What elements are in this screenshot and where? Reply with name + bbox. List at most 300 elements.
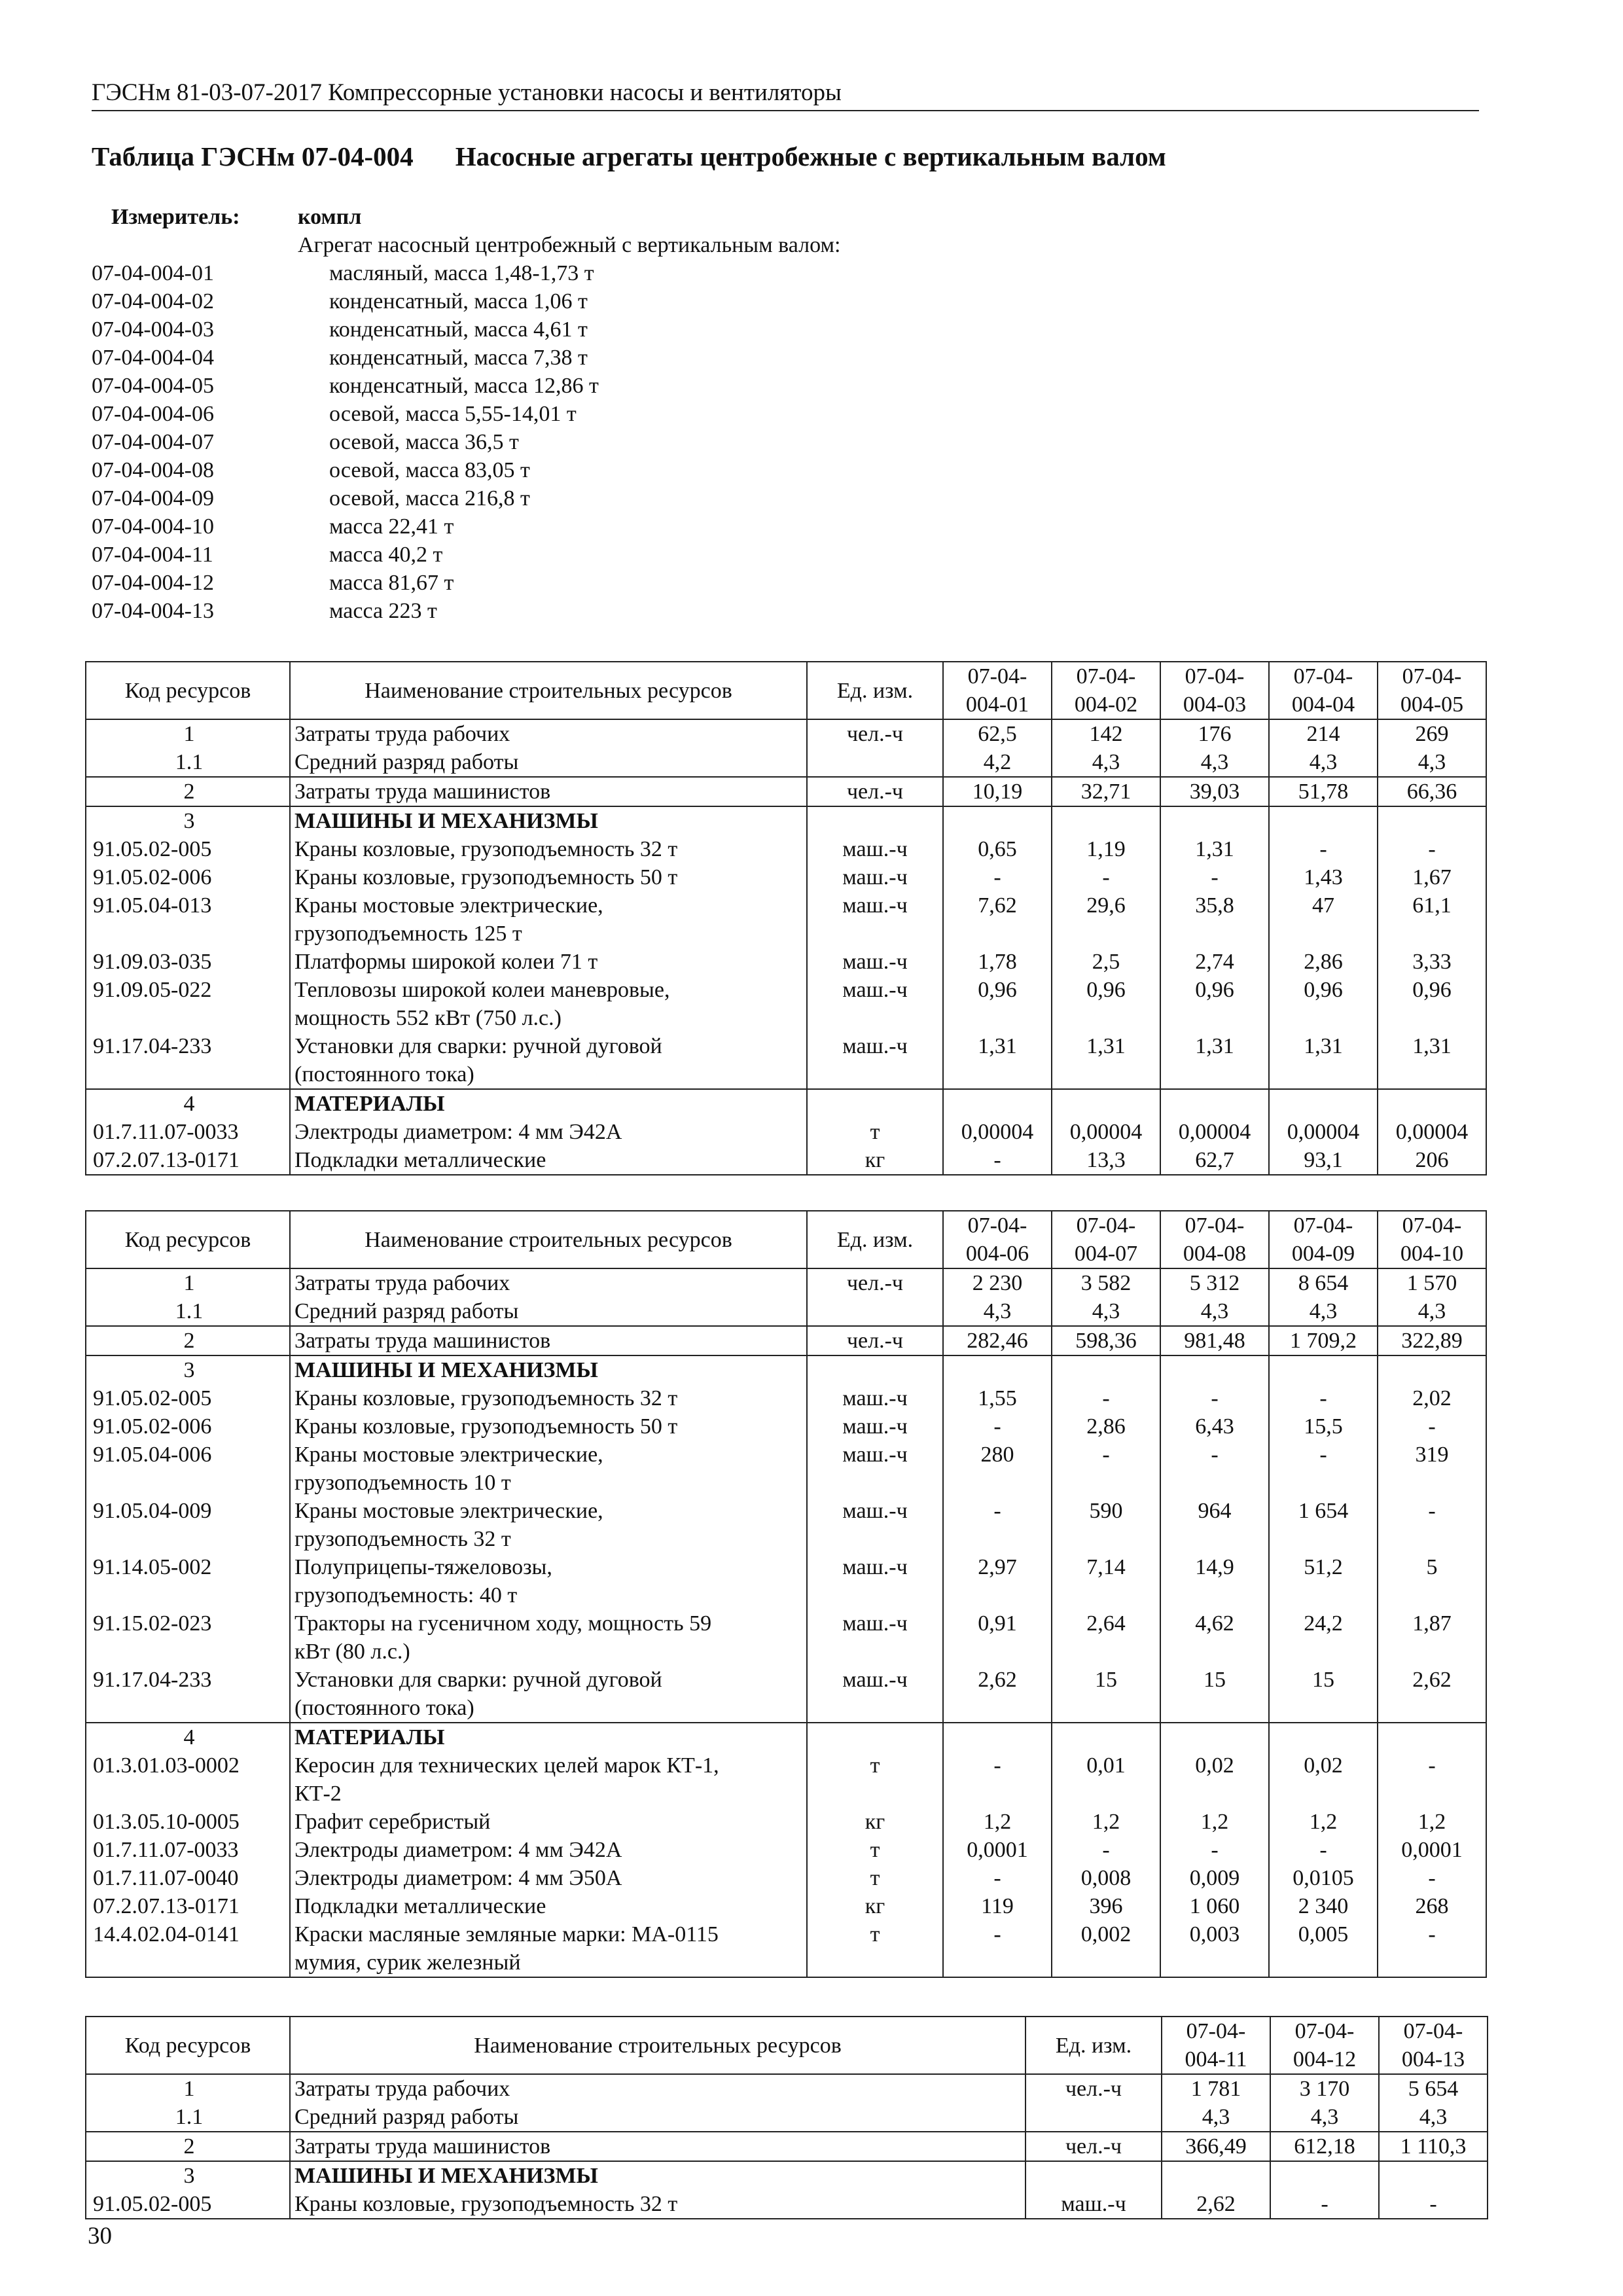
resource-value: -: [943, 1920, 1052, 1977]
resource-value: 2 230: [943, 1268, 1052, 1297]
header-variant-line: 07-04-: [967, 1213, 1027, 1238]
resource-name-line: Графит серебристый: [294, 1810, 491, 1834]
resource-unit: маш.-ч: [807, 891, 943, 948]
resource-name: [290, 1723, 807, 1751]
resource-code: 3: [86, 2161, 290, 2190]
resource-value: 15,5: [1269, 1412, 1378, 1441]
resource-value: 0,00004: [1052, 1118, 1160, 1146]
resource-value: -: [1378, 1920, 1486, 1977]
resource-value: 15: [1269, 1666, 1378, 1723]
section-row: [86, 1723, 1486, 1751]
resource-code: 2: [86, 777, 290, 806]
header-variant-column: [1052, 662, 1160, 719]
resource-name-line: Платформы широкой колеи 71 т: [294, 950, 598, 974]
resource-value: 1,78: [943, 948, 1052, 976]
variant-code: 07-04-004-12: [92, 571, 214, 595]
resource-value: 322,89: [1378, 1326, 1486, 1355]
resource-unit: маш.-ч: [807, 1032, 943, 1089]
resource-value: 7,62: [943, 891, 1052, 948]
resource-name: [290, 748, 807, 777]
resource-value: 0,02: [1160, 1751, 1269, 1808]
variant-item: [92, 372, 1492, 400]
resource-table-2: [85, 1210, 1487, 1978]
section-row: [86, 1355, 1486, 1384]
resource-value: 2,97: [943, 1553, 1052, 1609]
variant-item: [92, 287, 1492, 315]
resource-value: 1,55: [943, 1384, 1052, 1412]
measure-value: компл: [298, 205, 362, 229]
resource-name-line: МАШИНЫ И МЕХАНИЗМЫ: [294, 809, 598, 833]
resource-name: [290, 1384, 807, 1412]
resource-name-line: грузоподъемность 10 т: [294, 1471, 511, 1495]
resource-value: 4,62: [1160, 1609, 1269, 1666]
variant-description: осевой, масса 216,8 т: [329, 486, 530, 511]
resource-row: [86, 1864, 1486, 1892]
resource-value: 269: [1378, 719, 1486, 748]
resource-value: 51,2: [1269, 1553, 1378, 1609]
resource-name-line: Краны мостовые электрические,: [294, 1499, 603, 1523]
resource-value: 1,31: [1378, 1032, 1486, 1089]
resource-value: 4,3: [1052, 748, 1160, 777]
resource-value: [1269, 1089, 1378, 1118]
resource-name: [290, 948, 807, 976]
resource-code: 01.7.11.07-0033: [86, 1118, 290, 1146]
resource-value: 142: [1052, 719, 1160, 748]
variant-description: конденсатный, масса 12,86 т: [329, 374, 599, 398]
variant-code: 07-04-004-06: [92, 402, 214, 426]
resource-name-line: Установки для сварки: ручной дуговой: [294, 1668, 662, 1692]
resource-value: 8 654: [1269, 1268, 1378, 1297]
variant-description: осевой, масса 36,5 т: [329, 430, 519, 454]
resource-code: 1.1: [86, 1297, 290, 1326]
resource-name: [290, 2103, 1026, 2132]
header-code: Код ресурсов: [86, 2017, 290, 2074]
resource-value: 1 570: [1378, 1268, 1486, 1297]
resource-row: [86, 1553, 1486, 1609]
resource-name-line: мумия, сурик железный: [294, 1950, 521, 1975]
resource-value: 119: [943, 1892, 1052, 1920]
resource-value: [1269, 1723, 1378, 1751]
resource-value: 1,31: [1160, 835, 1269, 863]
resource-value: 1 060: [1160, 1892, 1269, 1920]
resource-value: 2,86: [1052, 1412, 1160, 1441]
resource-table-3: [85, 2016, 1488, 2219]
resource-value: -: [1378, 1864, 1486, 1892]
running-header: ГЭСНм 81-03-07-2017 Компрессорные установки насосы и вентиляторы: [92, 79, 1479, 111]
resource-name-line: МАТЕРИАЛЫ: [294, 1092, 445, 1116]
variant-code: 07-04-004-09: [92, 486, 214, 511]
resource-value: 0,0001: [1378, 1836, 1486, 1864]
header-unit: Ед. изм.: [807, 662, 943, 719]
resource-value: 1,31: [1269, 1032, 1378, 1089]
resource-row: [86, 1497, 1486, 1553]
resource-value: -: [1052, 1441, 1160, 1497]
variant-description: осевой, масса 5,55-14,01 т: [329, 402, 577, 426]
resource-value: 396: [1052, 1892, 1160, 1920]
resource-value: 47: [1269, 891, 1378, 948]
resource-value: 1 110,3: [1379, 2132, 1488, 2161]
header-variant-column: [1379, 2017, 1488, 2074]
resource-value: 0,65: [943, 835, 1052, 863]
resource-value: -: [1379, 2190, 1488, 2219]
header-variant-column: [943, 1211, 1052, 1268]
resource-value: 0,002: [1052, 1920, 1160, 1977]
resource-name-line: Средний разряд работы: [294, 1299, 519, 1323]
resource-row: [86, 863, 1486, 891]
header-variant-line: 004-07: [1074, 1242, 1138, 1266]
resource-value: 0,0105: [1269, 1864, 1378, 1892]
resource-value: 280: [943, 1441, 1052, 1497]
resource-name-line: Краны козловые, грузоподъемность 32 т: [294, 2192, 678, 2216]
resource-value: [1378, 1355, 1486, 1384]
resource-name-line: (постоянного тока): [294, 1696, 474, 1720]
resource-unit: чел.-ч: [1026, 2074, 1162, 2103]
resource-name-line: Подкладки металлические: [294, 1148, 546, 1172]
resource-value: 1,31: [1160, 1032, 1269, 1089]
resource-value: 1 781: [1162, 2074, 1270, 2103]
resource-value: 1 709,2: [1269, 1326, 1378, 1355]
variant-item: [92, 597, 1492, 625]
resource-unit: чел.-ч: [807, 1268, 943, 1297]
table-header-row: [86, 2017, 1488, 2074]
resource-name-line: Затраты труда рабочих: [294, 2077, 510, 2101]
resource-value: -: [943, 1497, 1052, 1553]
resource-value: [1052, 1355, 1160, 1384]
resource-unit: т: [807, 1864, 943, 1892]
resource-code: 01.7.11.07-0040: [86, 1864, 290, 1892]
resource-value: 6,43: [1160, 1412, 1269, 1441]
resource-value: -: [1378, 1412, 1486, 1441]
resource-value: 4,2: [943, 748, 1052, 777]
resource-code: 07.2.07.13-0171: [86, 1146, 290, 1175]
resource-row: [86, 1892, 1486, 1920]
resource-row: [86, 1808, 1486, 1836]
resource-value: -: [1269, 1441, 1378, 1497]
resource-value: 3,33: [1378, 948, 1486, 976]
resource-value: 15: [1160, 1666, 1269, 1723]
resource-value: 282,46: [943, 1326, 1052, 1355]
header-variant-line: 004-13: [1401, 2047, 1465, 2072]
header-variant-line: 004-08: [1183, 1242, 1247, 1266]
resource-value: [943, 806, 1052, 835]
variant-code: 07-04-004-11: [92, 543, 213, 567]
resource-unit: маш.-ч: [807, 863, 943, 891]
resource-code: 91.05.04-009: [86, 1497, 290, 1553]
resource-name-line: грузоподъемность: 40 т: [294, 1583, 518, 1607]
resource-unit: маш.-ч: [807, 1497, 943, 1553]
resource-row: [86, 719, 1486, 748]
resource-name-line: Краны козловые, грузоподъемность 50 т: [294, 865, 678, 889]
resource-row: [86, 1920, 1486, 1977]
resource-value: 1 654: [1269, 1497, 1378, 1553]
header-variant-column: [943, 662, 1052, 719]
resource-value: 0,91: [943, 1609, 1052, 1666]
resource-name: [290, 1553, 807, 1609]
resource-code: 1: [86, 2074, 290, 2103]
resource-value: 4,3: [1378, 1297, 1486, 1326]
variant-item: [92, 484, 1492, 512]
header-variant-column: [1160, 1211, 1269, 1268]
resource-name-line: кВт (80 л.с.): [294, 1640, 410, 1664]
resource-value: 0,02: [1269, 1751, 1378, 1808]
resource-value: [943, 1723, 1052, 1751]
variant-code: 07-04-004-07: [92, 430, 214, 454]
resource-name-line: Керосин для технических целей марок КТ-1,: [294, 1753, 719, 1778]
variant-item: [92, 400, 1492, 428]
resource-row: [86, 748, 1486, 777]
resource-value: 4,3: [1269, 748, 1378, 777]
resource-code: 07.2.07.13-0171: [86, 1892, 290, 1920]
measure-row: [92, 203, 1492, 231]
resource-unit: т: [807, 1118, 943, 1146]
resource-code: 3: [86, 806, 290, 835]
header-variant-line: 004-01: [965, 692, 1029, 717]
resource-unit: маш.-ч: [807, 835, 943, 863]
resource-row: [86, 1412, 1486, 1441]
resource-name: [290, 1920, 807, 1977]
resource-code: 91.05.04-006: [86, 1441, 290, 1497]
resource-unit: [1026, 2103, 1162, 2132]
variant-item: [92, 428, 1492, 456]
resource-unit: маш.-ч: [807, 1412, 943, 1441]
resource-value: [1160, 1723, 1269, 1751]
resource-value: 4,3: [1160, 1297, 1269, 1326]
resource-value: 51,78: [1269, 777, 1378, 806]
resource-name-line: Полуприцепы-тяжеловозы,: [294, 1555, 552, 1579]
resource-value: 206: [1378, 1146, 1486, 1175]
resource-value: 981,48: [1160, 1326, 1269, 1355]
resource-value: -: [943, 863, 1052, 891]
resource-value: -: [1160, 863, 1269, 891]
resource-value: 590: [1052, 1497, 1160, 1553]
resource-row: [86, 1146, 1486, 1175]
resource-value: 2,62: [1162, 2190, 1270, 2219]
resource-row: [86, 1118, 1486, 1146]
resource-name-line: грузоподъемность 125 т: [294, 922, 522, 946]
resource-value: 1,31: [943, 1032, 1052, 1089]
variant-item: [92, 456, 1492, 484]
resource-name: [290, 2074, 1026, 2103]
resource-value: 3 170: [1270, 2074, 1379, 2103]
resource-value: 62,7: [1160, 1146, 1269, 1175]
variant-item: [92, 344, 1492, 372]
header-variant-line: 004-04: [1291, 692, 1355, 717]
resource-value: -: [1052, 863, 1160, 891]
header-unit: Ед. изм.: [807, 1211, 943, 1268]
resource-value: 2,02: [1378, 1384, 1486, 1412]
table-name: Насосные агрегаты центробежные с вертикальным валом: [455, 141, 1166, 171]
description-row: [92, 231, 1492, 259]
header-variant-line: 004-03: [1183, 692, 1247, 717]
variant-description: масса 40,2 т: [329, 543, 443, 567]
resource-value: -: [1052, 1384, 1160, 1412]
variant-description: масса 22,41 т: [329, 514, 454, 539]
variant-code: 07-04-004-01: [92, 261, 214, 285]
resource-value: [943, 1355, 1052, 1384]
resource-name-line: Электроды диаметром: 4 мм Э42А: [294, 1838, 622, 1862]
resource-value: 2 340: [1269, 1892, 1378, 1920]
resource-code: 4: [86, 1723, 290, 1751]
resource-value: -: [1378, 1497, 1486, 1553]
resource-value: 2,62: [943, 1666, 1052, 1723]
header-variant-line: 07-04-: [1185, 1213, 1245, 1238]
resource-unit: чел.-ч: [807, 719, 943, 748]
resource-name: [290, 1751, 807, 1808]
resource-value: 2,86: [1269, 948, 1378, 976]
resource-value: 4,3: [1052, 1297, 1160, 1326]
resource-unit: [807, 1089, 943, 1118]
resource-code: 91.15.02-023: [86, 1609, 290, 1666]
header-variant-line: 004-05: [1400, 692, 1464, 717]
resource-name: [290, 891, 807, 948]
variant-code: 07-04-004-05: [92, 374, 214, 398]
table-header-row: [86, 1211, 1486, 1268]
resource-value: 176: [1160, 719, 1269, 748]
resource-value: 2,62: [1378, 1666, 1486, 1723]
header-variant-column: [1270, 2017, 1379, 2074]
resource-value: -: [1378, 1751, 1486, 1808]
resource-value: -: [943, 1751, 1052, 1808]
header-variant-line: 07-04-: [1293, 1213, 1353, 1238]
resource-value: [1160, 1089, 1269, 1118]
resource-row: [86, 2103, 1488, 2132]
header-variant-column: [1052, 1211, 1160, 1268]
resource-value: 0,009: [1160, 1864, 1269, 1892]
resource-value: 0,008: [1052, 1864, 1160, 1892]
resource-value: 0,005: [1269, 1920, 1378, 1977]
resource-name: [290, 1609, 807, 1666]
resource-name-line: МАШИНЫ И МЕХАНИЗМЫ: [294, 1358, 598, 1382]
resource-value: 1,67: [1378, 863, 1486, 891]
resource-value: 14,9: [1160, 1553, 1269, 1609]
table-code: Таблица ГЭСНм 07-04-004: [92, 141, 414, 171]
header-variant-column: [1378, 662, 1486, 719]
resource-value: 1,2: [1378, 1808, 1486, 1836]
resource-value: 1,87: [1378, 1609, 1486, 1666]
resource-value: -: [1160, 1836, 1269, 1864]
header-variant-line: 07-04-: [967, 664, 1027, 689]
header-name: Наименование строительных ресурсов: [290, 1211, 807, 1268]
variant-code: 07-04-004-10: [92, 514, 214, 539]
resource-unit: маш.-ч: [807, 948, 943, 976]
resource-unit: маш.-ч: [807, 1609, 943, 1666]
resource-code: 91.17.04-233: [86, 1032, 290, 1089]
resource-name-line: Затраты труда машинистов: [294, 1329, 551, 1353]
resource-value: 0,96: [1052, 976, 1160, 1032]
resource-name-line: Электроды диаметром: 4 мм Э42А: [294, 1120, 622, 1144]
resource-value: 4,3: [1270, 2103, 1379, 2132]
resource-code: 91.05.02-005: [86, 835, 290, 863]
resource-row: [86, 976, 1486, 1032]
resource-row: [86, 891, 1486, 948]
resource-value: [1269, 1355, 1378, 1384]
resource-name: [290, 1089, 807, 1118]
header-variant-line: 004-02: [1074, 692, 1138, 717]
resource-value: 0,003: [1160, 1920, 1269, 1977]
resource-name-line: Краски масляные земляные марки: МА-0115: [294, 1922, 719, 1946]
page-number: 30: [88, 2223, 112, 2250]
resource-value: 4,3: [943, 1297, 1052, 1326]
variant-item: [92, 315, 1492, 344]
resource-value: 964: [1160, 1497, 1269, 1553]
header-variant-line: 004-09: [1291, 1242, 1355, 1266]
header-variant-line: 07-04-: [1402, 1213, 1462, 1238]
resource-code: 01.3.01.03-0002: [86, 1751, 290, 1808]
resource-row: [86, 2074, 1488, 2103]
resource-unit: [807, 1355, 943, 1384]
measure-label: Измеритель:: [111, 205, 240, 229]
variant-code: 07-04-004-02: [92, 289, 214, 314]
resource-name-line: Краны козловые, грузоподъемность 32 т: [294, 837, 678, 861]
header-variant-line: 07-04-: [1076, 1213, 1136, 1238]
resource-name-line: Затраты труда рабочих: [294, 1271, 510, 1295]
resource-value: 7,14: [1052, 1553, 1160, 1609]
header-variant-line: 004-10: [1400, 1242, 1464, 1266]
resource-unit: маш.-ч: [807, 1553, 943, 1609]
resource-value: 0,00004: [1378, 1118, 1486, 1146]
resource-name: [290, 1864, 807, 1892]
resource-unit: чел.-ч: [807, 1326, 943, 1355]
resource-name: [290, 2161, 1026, 2190]
resource-value: -: [1269, 1836, 1378, 1864]
resource-code: 01.3.05.10-0005: [86, 1808, 290, 1836]
resource-unit: маш.-ч: [807, 1666, 943, 1723]
resource-value: 29,6: [1052, 891, 1160, 948]
resource-value: 1,19: [1052, 835, 1160, 863]
resource-row: [86, 2132, 1488, 2161]
resource-name: [290, 1326, 807, 1355]
resource-value: 598,36: [1052, 1326, 1160, 1355]
resource-value: -: [943, 1412, 1052, 1441]
resource-code: 4: [86, 1089, 290, 1118]
resource-name-line: МАТЕРИАЛЫ: [294, 1725, 445, 1749]
resource-name: [290, 1412, 807, 1441]
resource-code: 91.09.05-022: [86, 976, 290, 1032]
header-code: Код ресурсов: [86, 1211, 290, 1268]
section-row: [86, 806, 1486, 835]
resource-value: 0,00004: [1160, 1118, 1269, 1146]
table-title: [92, 140, 1492, 173]
resource-row: [86, 1268, 1486, 1297]
resource-value: 35,8: [1160, 891, 1269, 948]
resource-value: [1160, 806, 1269, 835]
resource-value: 319: [1378, 1441, 1486, 1497]
resource-value: -: [943, 1146, 1052, 1175]
resource-name-line: Затраты труда машинистов: [294, 780, 551, 804]
resource-name: [290, 863, 807, 891]
resource-name: [290, 1032, 807, 1089]
resource-table-1: [85, 661, 1487, 1175]
resource-value: 5 654: [1379, 2074, 1488, 2103]
resource-unit: кг: [807, 1808, 943, 1836]
resource-name: [290, 1808, 807, 1836]
resource-name-line: Затраты труда машинистов: [294, 2134, 551, 2159]
resource-unit: маш.-ч: [807, 1384, 943, 1412]
resource-value: 4,3: [1162, 2103, 1270, 2132]
resource-value: [943, 1089, 1052, 1118]
resource-value: 4,3: [1160, 748, 1269, 777]
resource-value: 2,64: [1052, 1609, 1160, 1666]
resource-name: [290, 806, 807, 835]
resource-name: [290, 1268, 807, 1297]
resource-name-line: Электроды диаметром: 4 мм Э50А: [294, 1866, 622, 1890]
variant-description: конденсатный, масса 4,61 т: [329, 317, 588, 342]
table-header-row: [86, 662, 1486, 719]
resource-value: 10,19: [943, 777, 1052, 806]
resource-value: 4,3: [1269, 1297, 1378, 1326]
resource-value: [1052, 806, 1160, 835]
resource-code: 2: [86, 2132, 290, 2161]
